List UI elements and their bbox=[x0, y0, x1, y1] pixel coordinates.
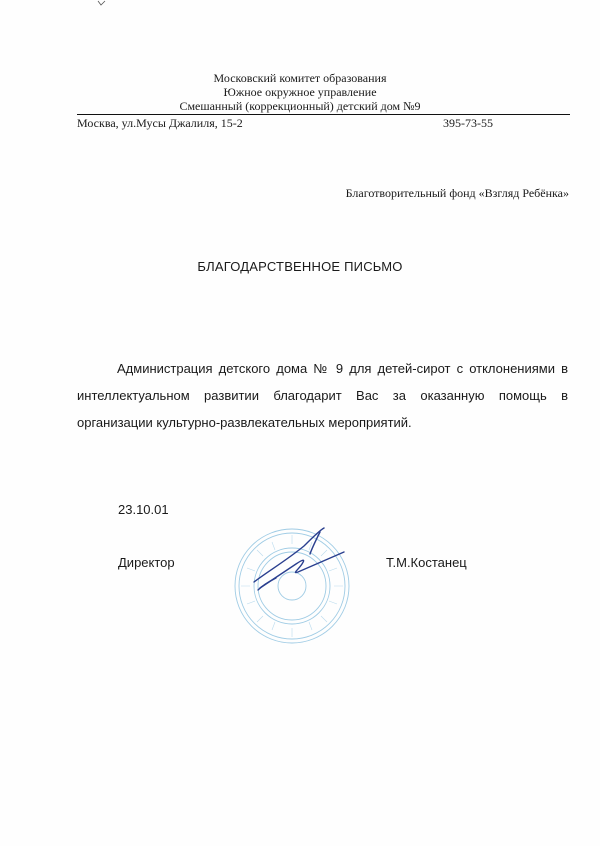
signatory-position: Директор bbox=[118, 555, 175, 570]
letterhead-line-2: Южное окружное управление bbox=[223, 85, 377, 99]
phone-number: 395-73-55 bbox=[443, 116, 493, 130]
letterhead-divider bbox=[77, 114, 570, 115]
official-stamp-with-signature bbox=[232, 520, 362, 650]
address-row bbox=[77, 116, 567, 132]
letterhead-line-1: Московский комитет образования bbox=[213, 71, 387, 85]
signatory-name: Т.М.Костанец bbox=[386, 555, 467, 570]
letterhead bbox=[0, 71, 600, 113]
letter-date: 23.10.01 bbox=[118, 502, 169, 517]
corner-mark bbox=[97, 0, 107, 6]
street-address: Москва, ул.Мусы Джалиля, 15-2 bbox=[77, 116, 243, 130]
addressee: Благотворительный фонд «Взгляд Ребёнка» bbox=[345, 186, 569, 200]
letter-body: Администрация детского дома № 9 для детей-сирот с отклонениями в интеллектуальном развитии благодарит Вас за оказанную помощь в организации культурно-развлекательных мероприятий. bbox=[77, 361, 568, 430]
letterhead-line-3: Смешанный (коррекционный) детский дом №9 bbox=[179, 99, 421, 113]
letter-title: БЛАГОДАРСТВЕННОЕ ПИСЬМО bbox=[197, 259, 403, 274]
